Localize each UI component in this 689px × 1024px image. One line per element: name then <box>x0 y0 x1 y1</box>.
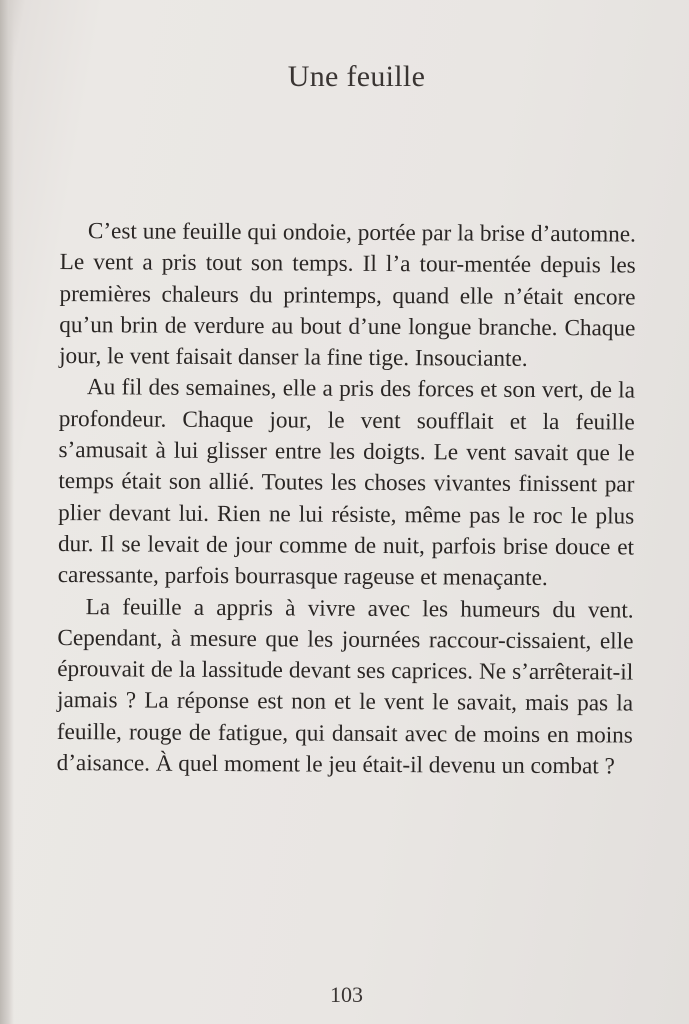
page-binding-edge <box>0 0 14 1024</box>
paragraph-3: La feuille a appris à vivre avec les humeurs du vent. Cependant, à mesure que les journées raccour-cissaient, elle éprouvait de la lassitude devant ses caprices. Ne s’arrêterait-il jamais ? La réponse est non et le vent le savait, mais pas la feuille, rouge de fatigue, qui dansait avec de moins en moins d’aisance. À quel moment le jeu était-il devenu un combat ? <box>56 593 634 780</box>
paragraph-2: Au fil des semaines, elle a pris des forces et son vert, de la profondeur. Chaque jour, le vent soufflait et la feuille s’amusait à lui glisser entre les doigts. Le vent savait que le temps était son allié. Toutes les choses vivantes finissent par plier devant lui. Rien ne lui résiste, même pas le roc le plus dur. Il se levait de jour comme de nuit, parfois brise douce et caressante, parfois bourrasque rageuse et menaçante. <box>57 374 636 592</box>
chapter-title: Une feuille <box>287 60 426 93</box>
body-text <box>57 216 636 783</box>
page-number: 103 <box>330 982 363 1007</box>
paragraph-1: C’est une feuille qui ondoie, portée par la brise d’automne. Le vent a pris tout son temps. Il l’a tour-mentée depuis les premières chaleurs du printemps, quand elle n’était encore qu’un brin de verdure au bout d’une longue branche. Chaque jour, le vent faisait danser la fine tige. Insouciante. <box>59 218 636 373</box>
